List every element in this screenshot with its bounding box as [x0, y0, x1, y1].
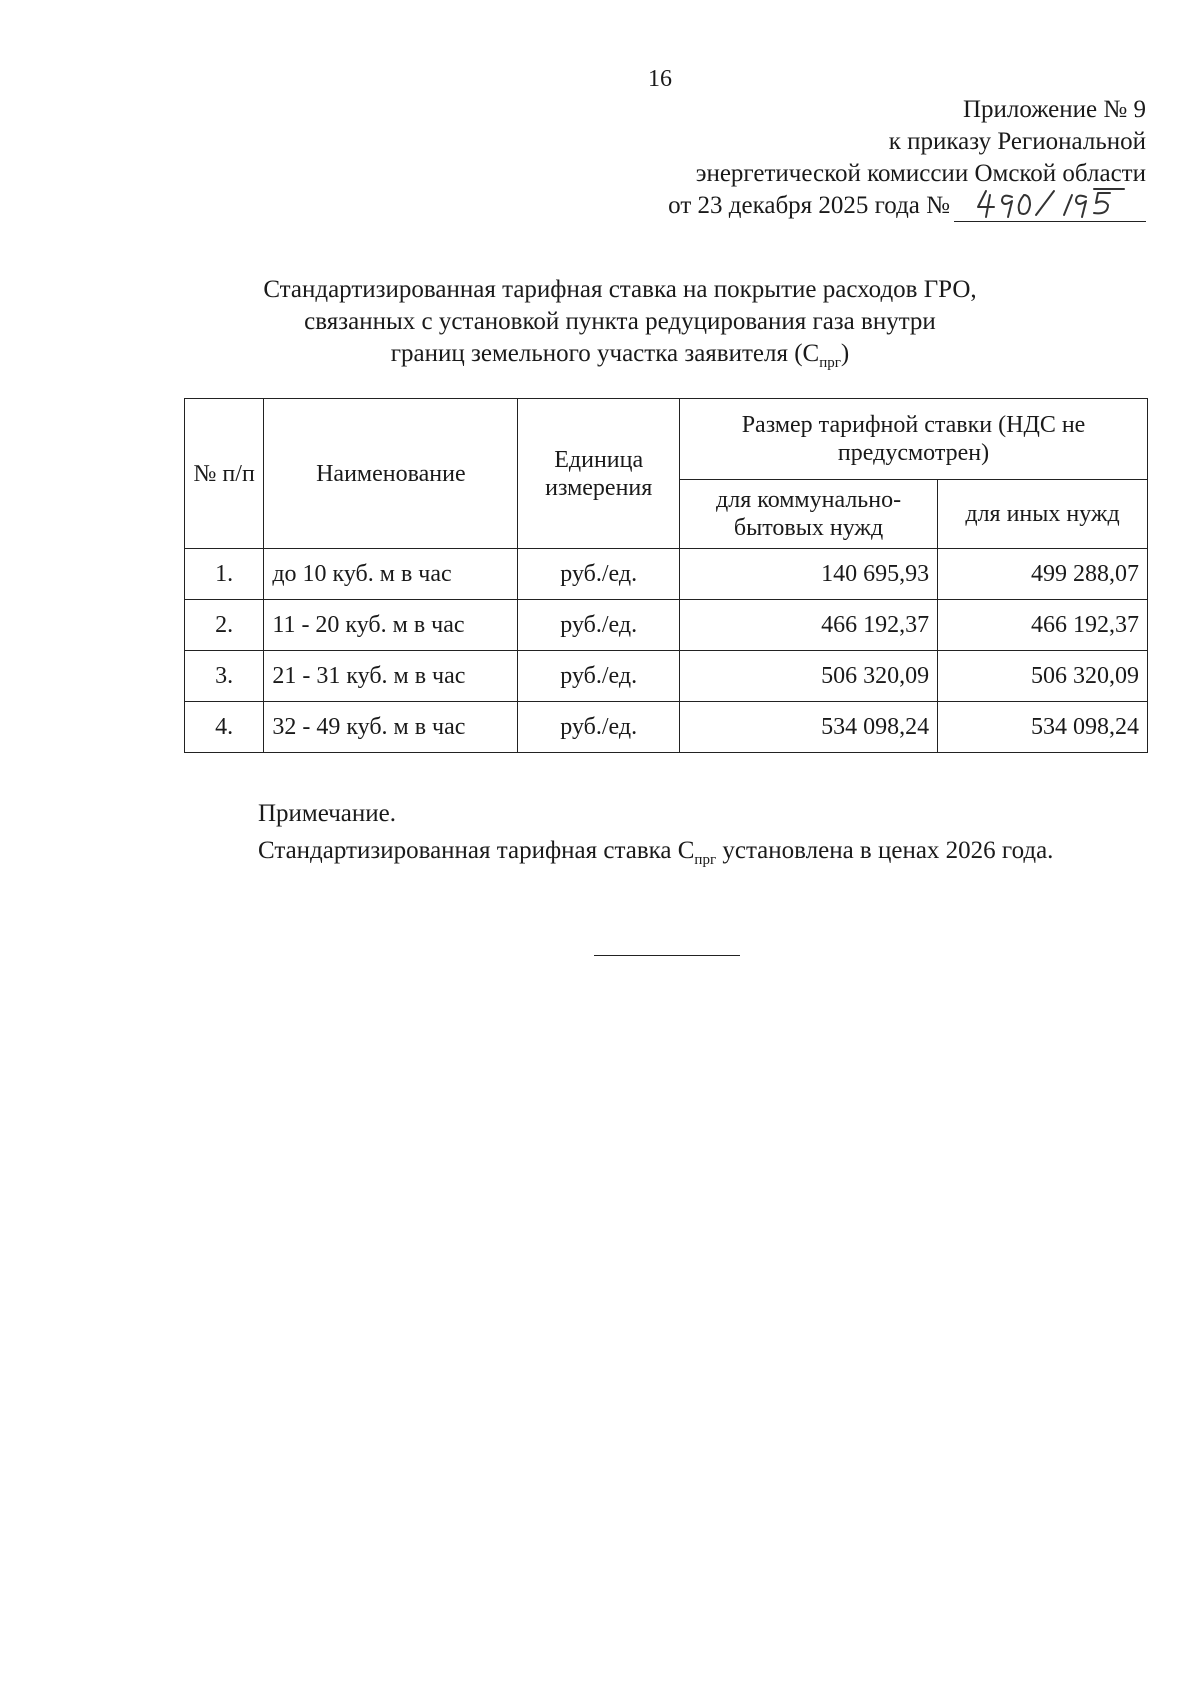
header-unit: Единица измерения — [518, 399, 680, 549]
cell-num: 3. — [185, 651, 264, 702]
cell-household: 466 192,37 — [680, 600, 938, 651]
cell-name: 32 - 49 куб. м в час — [264, 702, 518, 753]
appendix-block — [668, 94, 1146, 222]
cell-unit: руб./ед. — [518, 702, 680, 753]
cell-household: 506 320,09 — [680, 651, 938, 702]
header-num: № п/п — [185, 399, 264, 549]
appendix-line-2: к приказу Региональной — [888, 128, 1146, 155]
cell-unit: руб./ед. — [518, 549, 680, 600]
cell-num: 4. — [185, 702, 264, 753]
cell-other: 499 288,07 — [938, 549, 1148, 600]
appendix-line-4 — [668, 190, 1146, 222]
table-row — [185, 651, 1148, 702]
tariff-table — [184, 398, 1148, 753]
cell-household: 140 695,93 — [680, 549, 938, 600]
header-name: Наименование — [264, 399, 518, 549]
title-line-3 — [150, 338, 1090, 379]
cell-name: до 10 куб. м в час — [264, 549, 518, 600]
table-header-row — [185, 399, 1148, 480]
note-text — [184, 834, 1128, 877]
title-line-2: связанных с установкой пункта редуцирования газа внутри — [304, 308, 936, 335]
table-row — [185, 549, 1148, 600]
document-title — [150, 274, 1090, 379]
cell-other: 534 098,24 — [938, 702, 1148, 753]
cell-unit: руб./ед. — [518, 651, 680, 702]
title-line-3-text: границ земельного участка заявителя (С — [390, 340, 820, 367]
cell-unit: руб./ед. — [518, 600, 680, 651]
cell-name: 11 - 20 куб. м в час — [264, 600, 518, 651]
appendix-line-3: энергетической комиссии Омской области — [695, 160, 1146, 187]
appendix-line-1: Приложение № 9 — [962, 96, 1146, 123]
header-rate-group: Размер тарифной ставки (НДС не предусмотрен) — [680, 399, 1148, 480]
table-row — [185, 600, 1148, 651]
cell-name: 21 - 31 куб. м в час — [264, 651, 518, 702]
note-text-after: установлена в ценах 2026 года. — [716, 837, 1054, 864]
header-other: для иных нужд — [938, 480, 1148, 549]
page-number: 16 — [648, 66, 672, 92]
note-text-subscript: прг — [694, 852, 717, 868]
header-household: для коммунально-бытовых нужд — [680, 480, 938, 549]
order-number-field — [954, 191, 1146, 222]
cell-num: 2. — [185, 600, 264, 651]
title-line-3-subscript: прг — [819, 355, 841, 371]
title-line-3-close: ) — [840, 340, 850, 367]
end-divider — [594, 955, 740, 956]
handwritten-order-number — [972, 187, 1132, 221]
table-row — [185, 702, 1148, 753]
note-heading: Примечание. — [258, 800, 397, 827]
order-date-text: от 23 декабря 2025 года № — [668, 192, 950, 219]
cell-other: 506 320,09 — [938, 651, 1148, 702]
cell-other: 466 192,37 — [938, 600, 1148, 651]
note-text-before: Стандартизированная тарифная ставка С — [258, 837, 695, 864]
cell-household: 534 098,24 — [680, 702, 938, 753]
cell-num: 1. — [185, 549, 264, 600]
title-line-1: Стандартизированная тарифная ставка на покрытие расходов ГРО, — [263, 276, 977, 303]
